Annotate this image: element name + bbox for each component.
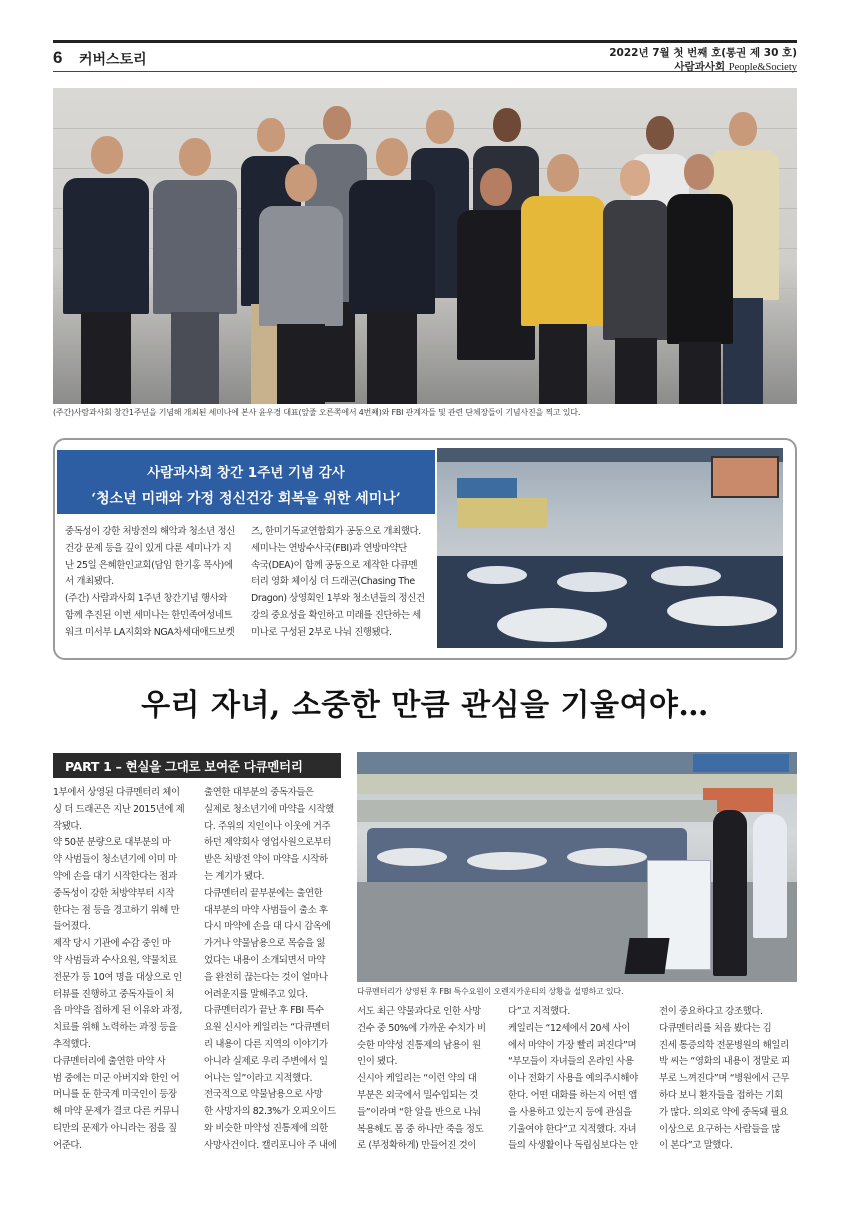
paper-name-ko: 사람과사회 xyxy=(674,61,726,73)
article-col3: 서도 최근 약물과다로 인한 사망 건수 중 50%에 가까운 수치가 비 슷한 마약성 진통제의 남용이 원 인이 됐다. 신시아 케일리는 “이런 약의 대 부분은 외국에서 밀수입되는 것 들”이라며 “한 알을 반으로 나눠 복용해도 몸 중 하나만 죽을 정도 로 (부정확하게) 만들어진 것이 xyxy=(357,1006,486,1152)
person-figure xyxy=(63,136,149,404)
seminar-box xyxy=(53,438,797,660)
article-col5: 전이 중요하다고 강조했다. 다큐멘터리를 처음 봤다는 김 진세 통증의학 전문병원의 해일리 박 씨는 “영화의 내용이 정말로 피 부로 느껴진다”며 “병원에서 근무 하다 보니 환자들을 접하는 기회 가 많다. 의외로 약에 중독돼 필요 이상으로 요구하는 사람들을 많 이 본다”고 말했다. xyxy=(659,1006,790,1152)
person-figure xyxy=(259,164,343,404)
seminar-title-line1: 사람과사회 창간 1주년 기념 감사 xyxy=(147,465,345,481)
screening-photo xyxy=(357,752,797,982)
seminar-title-line2: ‘청소년 미래와 가정 정신건강 회복을 위한 세미나’ xyxy=(91,491,401,507)
article-col2: 출연한 대부분의 중독자들은 실제로 청소년기에 마약을 시작했 다. 주위의 지인이나 이웃에 거주 하던 제약회사 영업사원으로부터 받은 처방전 약이 마약을 시작하 는 계기가 됐다. 다큐멘터리 끝부분에는 출연한 대부분의 마약 사범들이 출소 후 다시 마약에 손을 대 다시 감옥에 가거나 약물남용으로 목숨을 잃 었다는 내용이 소개되면서 마약 을 완전히 끊는다는 것이 얼마나 어려운지를 말해주고 있다. 다큐멘터리가 끝난 후 FBI 특수 요원 신시아 케일리는 “다큐멘터 리 내용이 다른 지역의 이야기가 아니라 실제로 우리 주변에서 일 어나는 일”이라고 지적했다. 전국적으로 약물남용으로 사망 한 사망자의 82.3%가 오피오이드 와 비슷한 마약성 진통제에 의한 사망사건이다. 캘리포니아 주 내에 xyxy=(204,787,337,1151)
paper-name xyxy=(674,59,797,74)
person-figure xyxy=(667,154,733,404)
seminar-text-col1: 중독성이 강한 처방전의 해악과 청소년 정신 건강 문제 등을 깊이 있게 다룬 세미나가 지 난 25일 은혜한인교회(담임 한기홍 목사)에 서 개최됐다. (주간) 사람과사회 1주년 창간기념 행사와 함께 추진된 이번 세미나는 한민족여성네트 워크 미서부 LA지회와 NGA차세대애드보켓 xyxy=(65,526,235,638)
top-photo-caption: (주간)사람과사회 창간1주년을 기념해 개최된 세미나에 본사 윤우경 대표(앞줄 오른쪽에서 4번째)와 FBI 관계자들 및 관련 단체장들이 기념사진을 찍고 있다. xyxy=(53,408,581,417)
article-col4: 다”고 지적했다. 케일리는 “12세에서 20세 사이 에서 마약이 가장 빨리 퍼진다”며 “부모들이 자녀들의 온라인 사용 이나 전화기 사용을 예의주시해야 한다. 어떤 대화를 하는지 어떤 앱 을 사용하고 있는지 등에 관심을 기울여야 한다”고 지적했다. 자녀 들의 사생활이나 독립심보다는 안 xyxy=(508,1006,638,1152)
person-figure xyxy=(153,138,237,404)
person-figure xyxy=(603,160,669,404)
seminar-title xyxy=(57,450,435,514)
article-headline: 우리 자녀, 소중한 만큼 관심을 기울여야… xyxy=(141,688,709,723)
group-photo xyxy=(53,88,797,404)
paper-name-en: People&Society xyxy=(728,62,797,73)
person-figure xyxy=(349,138,435,404)
issue-info: 2022년 7월 첫 번째 호(통권 제 30 호) xyxy=(609,47,797,59)
page-header xyxy=(53,40,797,72)
part-banner: PART 1 – 현실을 그대로 보여준 다큐멘터리 xyxy=(53,753,341,778)
seminar-hall-photo xyxy=(437,448,783,648)
section-name: 커버스토리 xyxy=(79,52,147,68)
person-figure xyxy=(521,154,605,404)
seminar-text-col2: 즈, 한미기독교연합회가 공동으로 개최했다. 세미나는 연방수사국(FBI)과 연방마약단 속국(DEA)이 함께 공동으로 제작한 다큐멘 터리 영화 체이싱 더 드래곤(Chasing The Dragon) 상영회인 1부와 청소년들의 정신건 강의 중요성을 확인하고 미래를 진단하는 세 미나로 구성된 2부로 나눠 진행됐다. xyxy=(251,526,425,638)
bottom-photo-caption: 다큐멘터리가 상영된 후 FBI 특수요원이 오렌지카운티의 상황을 설명하고 있다. xyxy=(357,987,624,996)
page-number: 6 xyxy=(53,48,63,67)
article-col1: 1부에서 상영된 다큐멘터리 체이 싱 더 드래곤은 지난 2015년에 제 작됐다. 약 50분 분량으로 대부분의 마 약 사범들이 청소년기에 이미 마 약에 손을 대기 시작한다는 점과 중독성이 강한 처방약부터 시작 한다는 점 등을 경고하기 위해 만 들어졌다. 제작 당시 기관에 수감 중인 마 약 사범들과 수사요원, 약물치료 전문가 등 10여 명을 대상으로 인 터뷰를 진행하고 중독자들이 처 음 마약을 접하게 된 이유와 과정, 치료를 위해 노력하는 과정 등을 추적했다. 다큐멘터리에 출연한 마약 사 범 중에는 미군 아버지와 한인 어 머니를 둔 한국계 미국인이 등장 해 마약 문제가 결코 다른 커뮤니 티만의 문제가 아니라는 점을 짚 어준다. xyxy=(53,787,185,1151)
